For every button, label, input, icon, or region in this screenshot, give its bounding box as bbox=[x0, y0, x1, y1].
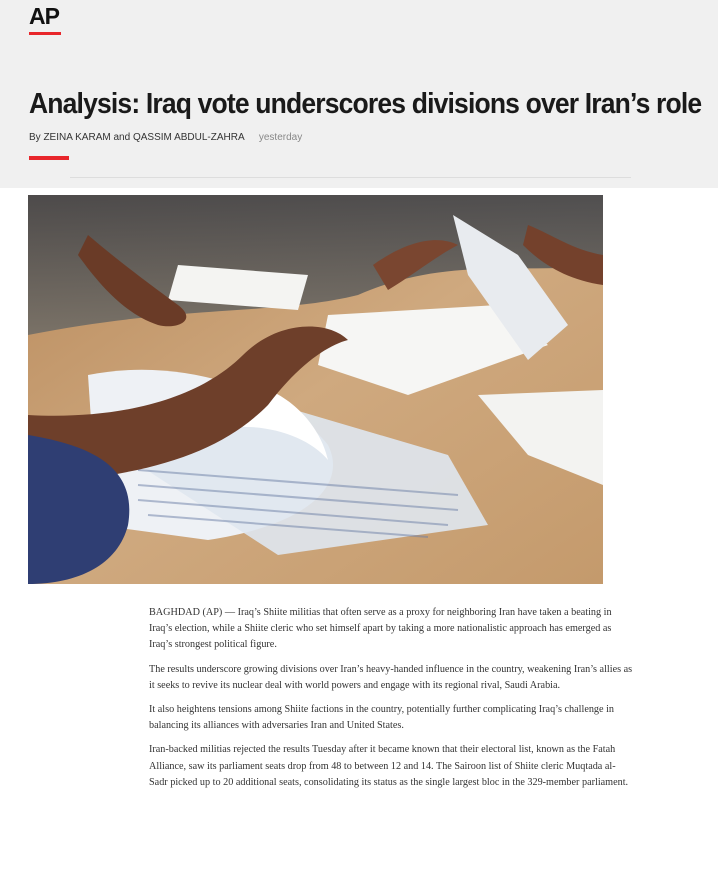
article-content bbox=[0, 188, 718, 874]
header-divider bbox=[70, 177, 631, 178]
byline bbox=[29, 132, 302, 143]
logo-accent-bar bbox=[29, 32, 61, 35]
article-paragraph: BAGHDAD (AP) — Iraq’s Shiite militias that often serve as a proxy for neighboring Iran have taken a beating in Iraq’s election, while a Shiite cleric who set himself apart by taking a more nationalistic approach has emerged as Iraq’s strongest political figure. bbox=[149, 607, 612, 651]
article-paragraph: Iran-backed militias rejected the results Tuesday after it became known that their electoral list, known as the Fatah Alliance, saw its parliament seats drop from 48 to between 12 and 14. The Sairoon list of Shiite cleric Muqtada al-Sadr picked up to 20 additional seats, consolidating its status as the single largest bloc in the 329-member parliament. bbox=[149, 744, 629, 788]
byline-conjunction: and bbox=[113, 132, 131, 143]
article-paragraph: It also heightens tensions among Shiite factions in the country, potentially further complicating Iraq’s challenge in balancing its alliances with adversaries Iran and United States. bbox=[149, 704, 615, 732]
timestamp: yesterday bbox=[258, 132, 303, 143]
ap-logo-text: AP bbox=[29, 3, 59, 29]
ap-logo[interactable] bbox=[29, 2, 63, 30]
byline-prefix: By bbox=[29, 132, 41, 143]
page-title: Analysis: Iraq vote underscores divisions over Iran’s role bbox=[29, 88, 702, 120]
article-body bbox=[149, 605, 634, 799]
news-photo[interactable] bbox=[28, 195, 603, 584]
author-link[interactable]: ZEINA KARAM bbox=[43, 132, 111, 143]
article-paragraph: The results underscore growing divisions over Iran’s heavy-handed influence in the country, weakening Iran’s allies as it seeks to revive its nuclear deal with world powers and engage with its regional rival, Saudi Arabia. bbox=[149, 663, 633, 691]
headline-accent-bar bbox=[29, 156, 69, 160]
article-header bbox=[0, 0, 718, 188]
author-link[interactable]: QASSIM ABDUL-ZAHRA bbox=[132, 132, 245, 143]
news-photo-image bbox=[28, 195, 603, 584]
